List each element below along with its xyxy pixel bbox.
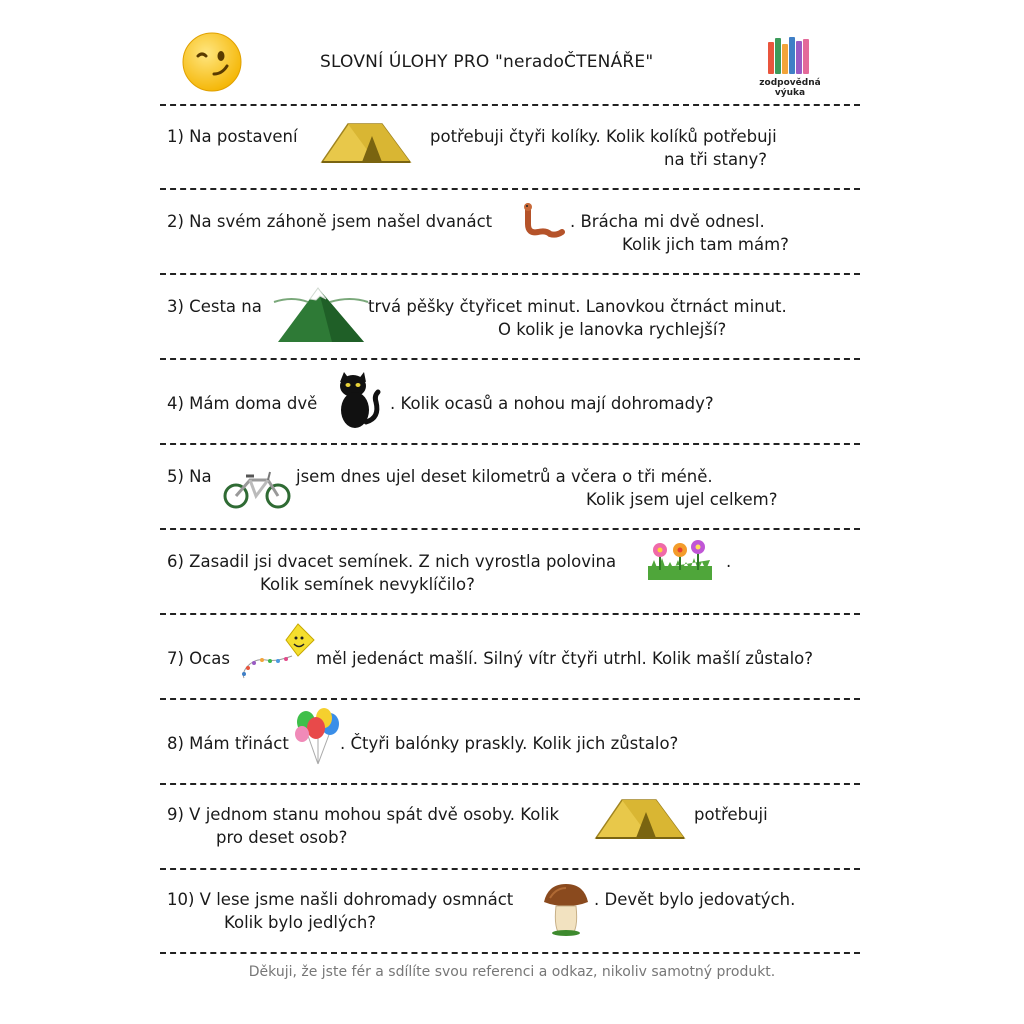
problem-text: 7) Ocas [167,649,230,668]
cat-icon [334,372,382,430]
tent-icon [592,792,688,844]
divider [160,783,860,785]
problem-text: . Čtyři balónky praskly. Kolik jich zůstalo? [340,734,679,753]
divider [160,358,860,360]
flowers-icon [648,540,712,580]
divider [160,443,860,445]
problem-text: Kolik jsem ujel celkem? [586,490,778,509]
divider [160,952,860,954]
problem-text: 6) Zasadil jsi dvacet semínek. Z nich vyrostla polovina [167,552,617,571]
problem-text: trvá pěšky čtyřicet minut. Lanovkou čtrnáct minut. [368,297,787,316]
problem-text: O kolik je lanovka rychlejší? [498,320,727,339]
problem-text: . Kolik ocasů a nohou mají dohromady? [390,394,714,413]
problem-text: 3) Cesta na [167,297,262,316]
balloons-icon [294,708,342,766]
page-title: SLOVNÍ ÚLOHY PRO "neradoČTENÁŘE" [320,52,654,72]
problem-text: 4) Mám doma dvě [167,394,318,413]
divider [160,104,860,106]
mushroom-icon [542,880,590,936]
divider [160,613,860,615]
logo [744,34,836,98]
bicycle-icon [222,468,292,510]
winking-smiley-icon [180,30,244,94]
problem-text: Kolik jich tam mám? [622,235,789,254]
problem-text: . Brácha mi dvě odnesl. [570,212,765,231]
divider [160,698,860,700]
logo-text: zodpovědná výuka [759,78,821,98]
divider [160,868,860,870]
problem-text: na tři stany? [664,150,768,169]
problem-text: Kolik bylo jedlých? [224,913,377,932]
problem-text: . [726,552,732,571]
divider [160,528,860,530]
problem-text: 9) V jednom stanu mohou spát dvě osoby. Kolik [167,805,560,824]
problem-text: měl jedenáct mašlí. Silný vítr čtyři utrhl. Kolik mašlí zůstalo? [316,649,814,668]
footer-note: Děkuji, že jste fér a sdílíte svou referenci a odkaz, nikoliv samotný produkt. [248,964,776,980]
problem-text: pro deset osob? [216,828,348,847]
problem-text: 5) Na [167,467,212,486]
kite-icon [236,622,316,680]
books-logo-icon [744,34,836,78]
problem-text: jsem dnes ujel deset kilometrů a včera o tři méně. [296,467,713,486]
divider [160,273,860,275]
divider [160,188,860,190]
worm-icon [520,202,566,240]
problem-text: . Devět bylo jedovatých. [594,890,796,909]
problem-text: 8) Mám třináct [167,734,289,753]
problem-text: 10) V lese jsme našli dohromady osmnáct [167,890,514,909]
tent-icon [318,116,414,168]
problem-text: 1) Na postavení [167,127,298,146]
problem-text: Kolik semínek nevyklíčilo? [260,575,475,594]
problem-text: 2) Na svém záhoně jsem našel dvanáct [167,212,493,231]
mountain-icon [272,282,370,344]
problem-text: potřebuji čtyři kolíky. Kolik kolíků potřebuji [430,127,777,146]
problem-text: potřebuji [694,805,768,824]
